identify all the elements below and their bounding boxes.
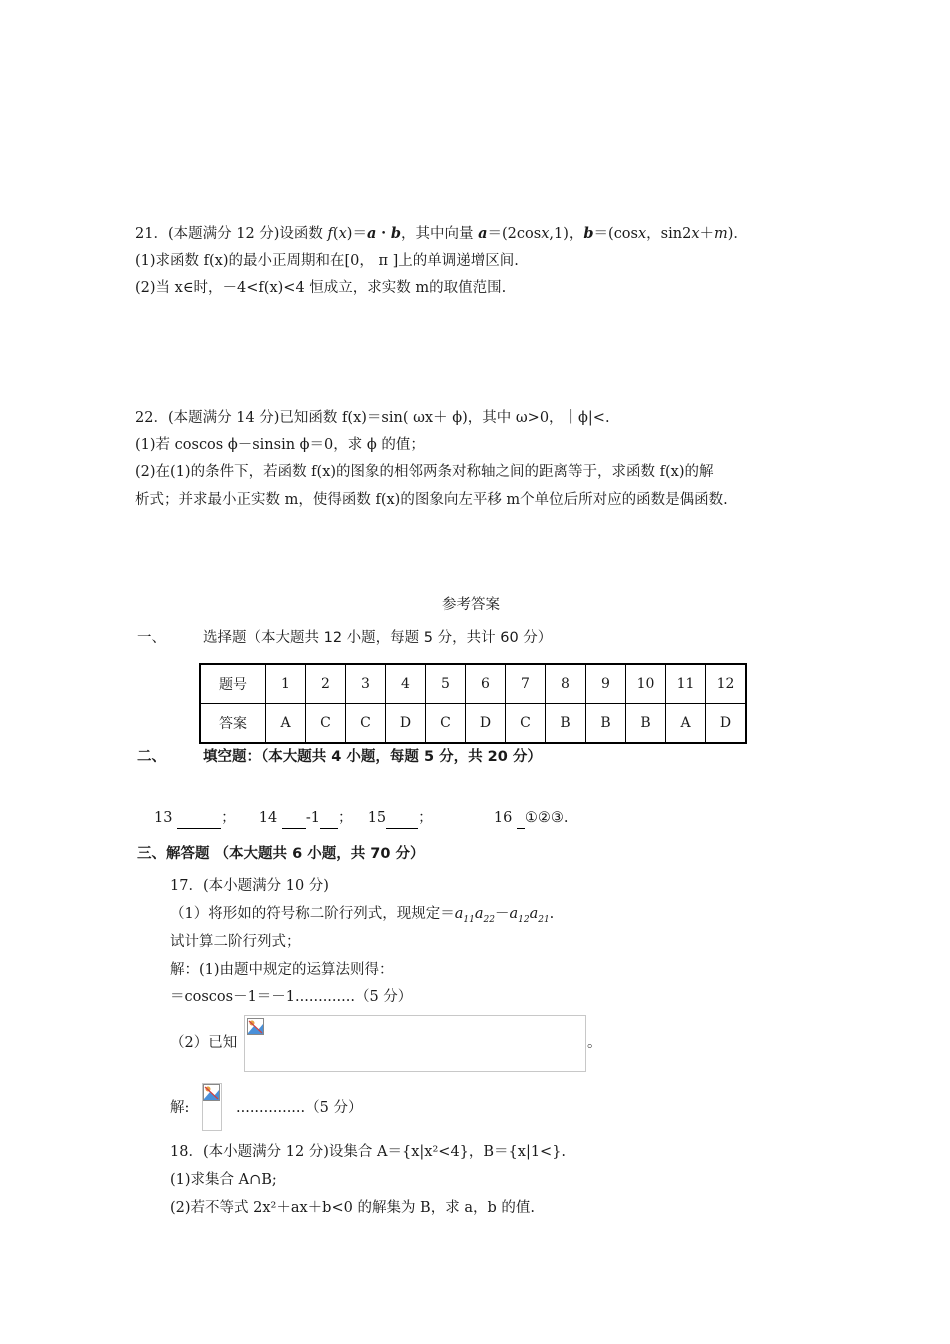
- q22-line1: 22．(本题满分 14 分)已知函数 f(x)＝sin( ωx＋ ϕ)，其中 ω>0，｜ϕ|<.: [135, 410, 610, 426]
- text: a: [366, 225, 377, 242]
- text: x: [691, 226, 700, 242]
- text: ＝(2cos: [487, 226, 542, 242]
- question-number-cell: 8: [546, 664, 586, 704]
- table-row: [200, 664, 746, 704]
- text: x: [338, 226, 347, 242]
- answer-16-label: 16: [493, 810, 513, 826]
- q22-line3: (2)在(1)的条件下，若函数 f(x)的图象的相邻两条对称轴之间的距离等于，求函数 f(x)的解: [135, 464, 714, 480]
- answer-letter-cell: C: [506, 704, 546, 744]
- section2-heading: 填空题：（本大题共 4 小题，每题 5 分，共 20 分）: [203, 749, 542, 765]
- answer-14-label: 14: [258, 810, 278, 826]
- determinant-formula: $a_{11}a_{22}$: [454, 906, 495, 925]
- question-number-cell: 7: [506, 664, 546, 704]
- text: )．: [727, 226, 748, 242]
- q21-line3: (2)当 x∈时，－4<f(x)<4 恒成立，求实数 m的取值范围.: [135, 280, 507, 296]
- table-header-cell: 答案: [200, 704, 266, 744]
- text: )＝: [346, 226, 367, 242]
- question-number-cell: 2: [306, 664, 346, 704]
- answer-letter-cell: D: [386, 704, 426, 744]
- text: f: [327, 226, 333, 242]
- q17-part2-solution-pre: 解:: [170, 1100, 190, 1116]
- text: ＋: [699, 226, 715, 242]
- text: x: [637, 226, 647, 242]
- text: b: [390, 225, 401, 242]
- answer-letter-cell: A: [266, 704, 306, 744]
- answer-letter-cell: C: [346, 704, 386, 744]
- text: (: [332, 226, 339, 242]
- q22-line4: 析式；并求最小正实数 m，使得函数 f(x)的图象向左平移 m个单位后所对应的函数是偶函数.: [135, 492, 728, 508]
- answer-13-blank: [177, 808, 221, 829]
- q17-part2-post: 。: [587, 1035, 602, 1051]
- broken-image-icon: [203, 1084, 220, 1101]
- text: 21．(本题满分 12 分)设函数: [135, 226, 328, 242]
- section1-number: 一、: [137, 630, 166, 646]
- q21-line1: [135, 224, 748, 244]
- text: ・: [376, 226, 391, 242]
- answer-letter-cell: B: [626, 704, 666, 744]
- text: ，sin2: [646, 226, 692, 242]
- text: m: [714, 226, 728, 242]
- text: ＝(cos: [593, 226, 638, 242]
- answer-letter-cell: B: [586, 704, 626, 744]
- answer-letter-cell: C: [306, 704, 346, 744]
- answer-15-label: 15: [367, 810, 387, 826]
- text: x: [541, 226, 550, 242]
- q18-part2: (2)若不等式 2x²＋ax＋b<0 的解集为 B，求 a，b 的值.: [170, 1200, 535, 1216]
- text: a: [478, 225, 488, 242]
- section2-number: 二、: [137, 749, 166, 765]
- section3-heading: 三、解答题 （本大题共 6 小题，共 70 分）: [137, 846, 425, 862]
- question-number-cell: 11: [666, 664, 706, 704]
- question-number-cell: 1: [266, 664, 306, 704]
- q17-heading: 17．(本小题满分 10 分): [170, 878, 329, 894]
- table-header-cell: 题号: [200, 664, 266, 704]
- text: （1）将形如的符号称二阶行列式，现规定＝: [170, 906, 455, 922]
- q17-part2-solution-post: ...............（5 分）: [236, 1100, 363, 1116]
- answer-16-blank: [517, 808, 525, 829]
- missing-formula-image: [202, 1083, 222, 1131]
- question-number-cell: 3: [346, 664, 386, 704]
- text: ，其中向量: [401, 226, 479, 242]
- question-number-cell: 4: [386, 664, 426, 704]
- missing-formula-image: [244, 1015, 586, 1072]
- choice-answer-table: [199, 663, 747, 744]
- q21-line2: (1)求函数 f(x)的最小正周期和在[0， π ]上的单调递增区间.: [135, 253, 519, 269]
- question-number-cell: 10: [626, 664, 666, 704]
- answer-14-blank-right: [320, 808, 338, 829]
- text: .: [549, 906, 555, 922]
- question-number-cell: 12: [706, 664, 747, 704]
- answer-14-value: -1: [305, 810, 320, 826]
- q17-solution-line1: 解：(1)由题中规定的运算法则得：: [170, 962, 394, 978]
- q17-solution-line2: ＝coscos－1＝－1.............（5 分）: [170, 989, 413, 1005]
- answer-13-label: 13: [154, 810, 173, 826]
- q17-part1: （1）将形如的符号称二阶行列式，现规定$=a_{11}a_{22}-a_{12}a_{21}$.: [170, 906, 555, 925]
- question-number-cell: 5: [426, 664, 466, 704]
- q18-heading: 18．(本小题满分 12 分)设集合 A＝{x|x²<4}，B＝{x|1<}.: [170, 1144, 567, 1160]
- determinant-formula: $a_{12}a_{21}$: [509, 906, 550, 925]
- answer-letter-cell: B: [546, 704, 586, 744]
- answer-letter-cell: C: [426, 704, 466, 744]
- table-row: [200, 704, 746, 744]
- answer-letter-cell: A: [666, 704, 706, 744]
- q17-part2-pre: （2）已知: [170, 1035, 238, 1051]
- answer-letter-cell: D: [466, 704, 506, 744]
- q18-part1: (1)求集合 A∩B;: [170, 1172, 277, 1188]
- text: ,1)，: [549, 226, 584, 242]
- question-number-cell: 6: [466, 664, 506, 704]
- answer-14-blank-left: [282, 808, 306, 829]
- text: b: [583, 225, 594, 242]
- answer-16-value: ①②③.: [524, 810, 569, 826]
- q17-part1-task: 试计算二阶行列式；: [170, 934, 301, 950]
- answers-title: 参考答案: [442, 597, 500, 613]
- answer-15-blank: [386, 808, 418, 829]
- fill-in-answers: 13 ； 14 -1 ； 15 ； 16 ①②③.: [154, 808, 569, 829]
- answer-letter-cell: D: [706, 704, 747, 744]
- question-number-cell: 9: [586, 664, 626, 704]
- q22-line2: (1)若 coscos ϕ－sinsin ϕ＝0，求 ϕ 的值；: [135, 437, 425, 453]
- broken-image-icon: [247, 1018, 264, 1035]
- section1-heading: 选择题（本大题共 12 小题，每题 5 分，共计 60 分）: [203, 630, 553, 646]
